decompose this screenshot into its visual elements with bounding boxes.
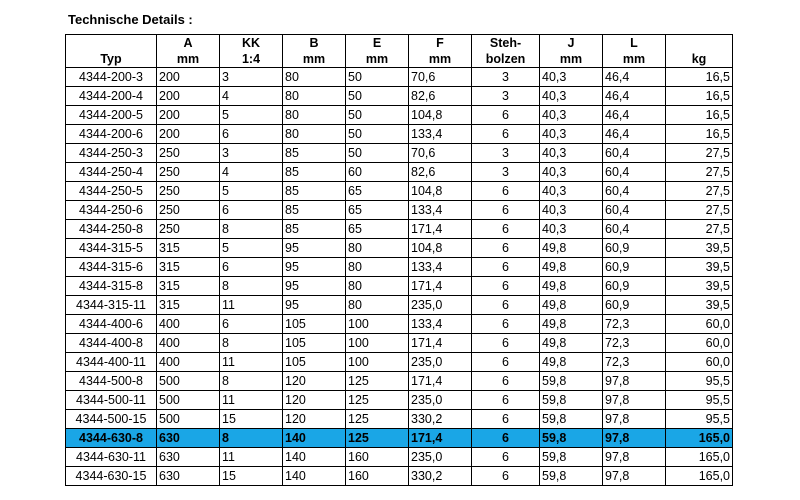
cell-j: 40,3	[540, 220, 603, 239]
cell-typ: 4344-200-3	[66, 68, 157, 87]
header-cell	[66, 35, 157, 52]
table-row	[66, 106, 733, 125]
table-row	[66, 315, 733, 334]
cell-j: 49,8	[540, 315, 603, 334]
cell-typ: 4344-200-4	[66, 87, 157, 106]
header-row-1	[66, 35, 733, 52]
cell-e: 50	[346, 144, 409, 163]
cell-a: 250	[157, 144, 220, 163]
cell-kg: 39,5	[666, 296, 733, 315]
cell-a: 250	[157, 201, 220, 220]
header-cell: J	[540, 35, 603, 52]
cell-f: 330,2	[409, 410, 472, 429]
header-cell: Steh-	[472, 35, 540, 52]
cell-j: 59,8	[540, 429, 603, 448]
cell-l: 60,4	[603, 220, 666, 239]
cell-a: 200	[157, 87, 220, 106]
cell-stehbolzen: 6	[472, 391, 540, 410]
header-cell-kg: kg	[666, 51, 733, 68]
cell-a: 315	[157, 296, 220, 315]
cell-f: 235,0	[409, 448, 472, 467]
cell-a: 500	[157, 372, 220, 391]
cell-j: 40,3	[540, 144, 603, 163]
cell-l: 46,4	[603, 125, 666, 144]
cell-b: 140	[283, 429, 346, 448]
cell-kk: 4	[220, 87, 283, 106]
cell-b: 95	[283, 296, 346, 315]
cell-f: 133,4	[409, 125, 472, 144]
cell-l: 97,8	[603, 467, 666, 486]
table-row	[66, 334, 733, 353]
cell-l: 72,3	[603, 334, 666, 353]
cell-a: 630	[157, 467, 220, 486]
cell-l: 60,9	[603, 239, 666, 258]
cell-kk: 5	[220, 106, 283, 125]
cell-typ: 4344-315-11	[66, 296, 157, 315]
cell-kk: 5	[220, 182, 283, 201]
cell-kk: 8	[220, 429, 283, 448]
cell-e: 80	[346, 258, 409, 277]
cell-j: 49,8	[540, 296, 603, 315]
cell-kg: 95,5	[666, 391, 733, 410]
cell-j: 49,8	[540, 353, 603, 372]
cell-stehbolzen: 6	[472, 429, 540, 448]
cell-j: 40,3	[540, 68, 603, 87]
cell-b: 95	[283, 277, 346, 296]
cell-f: 171,4	[409, 220, 472, 239]
cell-stehbolzen: 6	[472, 372, 540, 391]
cell-f: 70,6	[409, 144, 472, 163]
cell-b: 105	[283, 353, 346, 372]
cell-j: 40,3	[540, 163, 603, 182]
cell-b: 80	[283, 68, 346, 87]
cell-kk: 15	[220, 467, 283, 486]
cell-j: 49,8	[540, 239, 603, 258]
cell-l: 60,9	[603, 258, 666, 277]
table-row	[66, 410, 733, 429]
cell-f: 330,2	[409, 467, 472, 486]
cell-typ: 4344-630-15	[66, 467, 157, 486]
cell-b: 85	[283, 220, 346, 239]
cell-stehbolzen: 3	[472, 68, 540, 87]
cell-b: 120	[283, 391, 346, 410]
cell-a: 200	[157, 125, 220, 144]
cell-l: 97,8	[603, 391, 666, 410]
cell-kg: 95,5	[666, 372, 733, 391]
cell-typ: 4344-400-8	[66, 334, 157, 353]
cell-f: 104,8	[409, 239, 472, 258]
cell-f: 235,0	[409, 391, 472, 410]
cell-f: 235,0	[409, 353, 472, 372]
cell-kg: 39,5	[666, 239, 733, 258]
cell-e: 60	[346, 163, 409, 182]
header-cell: L	[603, 35, 666, 52]
header-cell: mm	[157, 51, 220, 68]
cell-kg: 27,5	[666, 163, 733, 182]
cell-kg: 39,5	[666, 258, 733, 277]
cell-typ: 4344-315-6	[66, 258, 157, 277]
cell-stehbolzen: 6	[472, 258, 540, 277]
cell-e: 100	[346, 315, 409, 334]
cell-stehbolzen: 6	[472, 201, 540, 220]
cell-j: 40,3	[540, 182, 603, 201]
cell-f: 82,6	[409, 163, 472, 182]
cell-stehbolzen: 6	[472, 239, 540, 258]
header-cell: mm	[603, 51, 666, 68]
cell-l: 46,4	[603, 106, 666, 125]
cell-stehbolzen: 6	[472, 410, 540, 429]
cell-e: 160	[346, 467, 409, 486]
cell-kg: 165,0	[666, 448, 733, 467]
cell-kk: 3	[220, 68, 283, 87]
cell-e: 160	[346, 448, 409, 467]
cell-kk: 4	[220, 163, 283, 182]
cell-b: 95	[283, 258, 346, 277]
cell-f: 235,0	[409, 296, 472, 315]
table-row	[66, 220, 733, 239]
cell-typ: 4344-400-6	[66, 315, 157, 334]
cell-a: 630	[157, 429, 220, 448]
header-cell: mm	[346, 51, 409, 68]
cell-j: 59,8	[540, 448, 603, 467]
table-row	[66, 201, 733, 220]
cell-e: 50	[346, 87, 409, 106]
cell-stehbolzen: 6	[472, 448, 540, 467]
cell-j: 49,8	[540, 258, 603, 277]
cell-a: 630	[157, 448, 220, 467]
header-cell	[666, 35, 733, 52]
cell-e: 125	[346, 372, 409, 391]
cell-j: 40,3	[540, 87, 603, 106]
header-cell: bolzen	[472, 51, 540, 68]
cell-kg: 60,0	[666, 334, 733, 353]
header-cell: B	[283, 35, 346, 52]
header-cell: mm	[283, 51, 346, 68]
cell-j: 49,8	[540, 277, 603, 296]
cell-b: 85	[283, 144, 346, 163]
cell-b: 105	[283, 315, 346, 334]
cell-typ: 4344-500-11	[66, 391, 157, 410]
cell-l: 97,8	[603, 448, 666, 467]
header-cell-typ: Typ	[66, 51, 157, 68]
cell-a: 315	[157, 239, 220, 258]
table-row	[66, 144, 733, 163]
cell-kg: 165,0	[666, 429, 733, 448]
cell-b: 95	[283, 239, 346, 258]
table-row	[66, 277, 733, 296]
cell-kg: 39,5	[666, 277, 733, 296]
cell-typ: 4344-200-6	[66, 125, 157, 144]
cell-kk: 8	[220, 334, 283, 353]
table-row	[66, 68, 733, 87]
cell-e: 80	[346, 296, 409, 315]
cell-a: 315	[157, 277, 220, 296]
header-cell: A	[157, 35, 220, 52]
cell-b: 80	[283, 87, 346, 106]
table-row-highlighted	[66, 429, 733, 448]
cell-stehbolzen: 6	[472, 334, 540, 353]
cell-kg: 27,5	[666, 201, 733, 220]
cell-b: 85	[283, 163, 346, 182]
cell-j: 59,8	[540, 467, 603, 486]
cell-typ: 4344-250-8	[66, 220, 157, 239]
table-row	[66, 258, 733, 277]
cell-stehbolzen: 6	[472, 182, 540, 201]
table-row	[66, 467, 733, 486]
cell-typ: 4344-315-5	[66, 239, 157, 258]
cell-a: 400	[157, 334, 220, 353]
table-row	[66, 372, 733, 391]
cell-l: 46,4	[603, 87, 666, 106]
cell-kk: 6	[220, 315, 283, 334]
cell-l: 97,8	[603, 429, 666, 448]
cell-a: 200	[157, 68, 220, 87]
cell-l: 60,4	[603, 182, 666, 201]
cell-stehbolzen: 6	[472, 353, 540, 372]
cell-kg: 16,5	[666, 106, 733, 125]
cell-b: 85	[283, 182, 346, 201]
header-cell: 1:4	[220, 51, 283, 68]
cell-e: 65	[346, 201, 409, 220]
cell-kk: 8	[220, 220, 283, 239]
cell-typ: 4344-500-8	[66, 372, 157, 391]
cell-kk: 8	[220, 372, 283, 391]
cell-f: 70,6	[409, 68, 472, 87]
cell-l: 97,8	[603, 372, 666, 391]
cell-j: 40,3	[540, 125, 603, 144]
cell-e: 80	[346, 239, 409, 258]
cell-j: 40,3	[540, 201, 603, 220]
cell-stehbolzen: 3	[472, 144, 540, 163]
cell-f: 171,4	[409, 277, 472, 296]
cell-kk: 11	[220, 448, 283, 467]
table-row	[66, 163, 733, 182]
cell-typ: 4344-250-6	[66, 201, 157, 220]
cell-stehbolzen: 6	[472, 125, 540, 144]
cell-e: 125	[346, 410, 409, 429]
cell-e: 50	[346, 68, 409, 87]
cell-kk: 8	[220, 277, 283, 296]
header-cell: E	[346, 35, 409, 52]
cell-e: 50	[346, 106, 409, 125]
cell-f: 133,4	[409, 201, 472, 220]
cell-b: 80	[283, 106, 346, 125]
cell-kg: 60,0	[666, 353, 733, 372]
cell-stehbolzen: 3	[472, 163, 540, 182]
cell-a: 200	[157, 106, 220, 125]
cell-f: 133,4	[409, 315, 472, 334]
cell-kg: 165,0	[666, 467, 733, 486]
cell-b: 80	[283, 125, 346, 144]
table-row	[66, 448, 733, 467]
cell-j: 59,8	[540, 410, 603, 429]
cell-f: 171,4	[409, 372, 472, 391]
cell-f: 171,4	[409, 334, 472, 353]
cell-typ: 4344-200-5	[66, 106, 157, 125]
cell-j: 49,8	[540, 334, 603, 353]
cell-kg: 16,5	[666, 125, 733, 144]
cell-a: 250	[157, 182, 220, 201]
cell-f: 104,8	[409, 106, 472, 125]
cell-typ: 4344-250-5	[66, 182, 157, 201]
cell-stehbolzen: 6	[472, 467, 540, 486]
section-title: Technische Details :	[68, 12, 193, 27]
cell-f: 171,4	[409, 429, 472, 448]
cell-a: 315	[157, 258, 220, 277]
cell-kk: 11	[220, 353, 283, 372]
cell-l: 60,9	[603, 296, 666, 315]
header-cell: KK	[220, 35, 283, 52]
cell-l: 46,4	[603, 68, 666, 87]
cell-kg: 27,5	[666, 144, 733, 163]
cell-j: 59,8	[540, 391, 603, 410]
cell-kg: 27,5	[666, 220, 733, 239]
cell-f: 104,8	[409, 182, 472, 201]
cell-stehbolzen: 3	[472, 87, 540, 106]
table-row	[66, 239, 733, 258]
table-header	[66, 35, 733, 68]
cell-b: 85	[283, 201, 346, 220]
cell-e: 80	[346, 277, 409, 296]
header-row-2	[66, 51, 733, 68]
cell-l: 60,4	[603, 144, 666, 163]
cell-typ: 4344-500-15	[66, 410, 157, 429]
cell-b: 120	[283, 372, 346, 391]
cell-e: 100	[346, 353, 409, 372]
cell-l: 97,8	[603, 410, 666, 429]
cell-e: 125	[346, 391, 409, 410]
cell-b: 140	[283, 448, 346, 467]
cell-typ: 4344-630-11	[66, 448, 157, 467]
cell-kg: 16,5	[666, 87, 733, 106]
cell-kk: 6	[220, 201, 283, 220]
cell-kk: 11	[220, 391, 283, 410]
table-body	[66, 68, 733, 486]
cell-e: 100	[346, 334, 409, 353]
cell-l: 72,3	[603, 353, 666, 372]
cell-a: 250	[157, 220, 220, 239]
cell-f: 133,4	[409, 258, 472, 277]
cell-kg: 60,0	[666, 315, 733, 334]
cell-stehbolzen: 6	[472, 296, 540, 315]
table-row	[66, 296, 733, 315]
cell-l: 60,4	[603, 201, 666, 220]
cell-j: 40,3	[540, 106, 603, 125]
cell-l: 72,3	[603, 315, 666, 334]
cell-f: 82,6	[409, 87, 472, 106]
cell-kk: 15	[220, 410, 283, 429]
cell-l: 60,4	[603, 163, 666, 182]
cell-e: 65	[346, 182, 409, 201]
cell-kk: 3	[220, 144, 283, 163]
cell-kk: 11	[220, 296, 283, 315]
cell-e: 50	[346, 125, 409, 144]
cell-stehbolzen: 6	[472, 220, 540, 239]
cell-kg: 27,5	[666, 182, 733, 201]
cell-a: 500	[157, 410, 220, 429]
table-row	[66, 182, 733, 201]
cell-kk: 5	[220, 239, 283, 258]
cell-b: 105	[283, 334, 346, 353]
cell-stehbolzen: 6	[472, 277, 540, 296]
cell-typ: 4344-250-3	[66, 144, 157, 163]
cell-stehbolzen: 6	[472, 315, 540, 334]
cell-kg: 16,5	[666, 68, 733, 87]
cell-a: 500	[157, 391, 220, 410]
cell-kk: 6	[220, 258, 283, 277]
cell-typ: 4344-630-8	[66, 429, 157, 448]
technical-details-table	[65, 34, 733, 486]
table-row	[66, 87, 733, 106]
cell-kg: 95,5	[666, 410, 733, 429]
header-cell: mm	[540, 51, 603, 68]
cell-a: 250	[157, 163, 220, 182]
table-row	[66, 353, 733, 372]
cell-typ: 4344-400-11	[66, 353, 157, 372]
cell-kk: 6	[220, 125, 283, 144]
table-row	[66, 391, 733, 410]
cell-j: 59,8	[540, 372, 603, 391]
cell-e: 65	[346, 220, 409, 239]
cell-typ: 4344-315-8	[66, 277, 157, 296]
table-row	[66, 125, 733, 144]
cell-a: 400	[157, 353, 220, 372]
header-cell: mm	[409, 51, 472, 68]
cell-b: 140	[283, 467, 346, 486]
cell-a: 400	[157, 315, 220, 334]
header-cell: F	[409, 35, 472, 52]
cell-l: 60,9	[603, 277, 666, 296]
cell-typ: 4344-250-4	[66, 163, 157, 182]
cell-b: 120	[283, 410, 346, 429]
cell-stehbolzen: 6	[472, 106, 540, 125]
cell-e: 125	[346, 429, 409, 448]
